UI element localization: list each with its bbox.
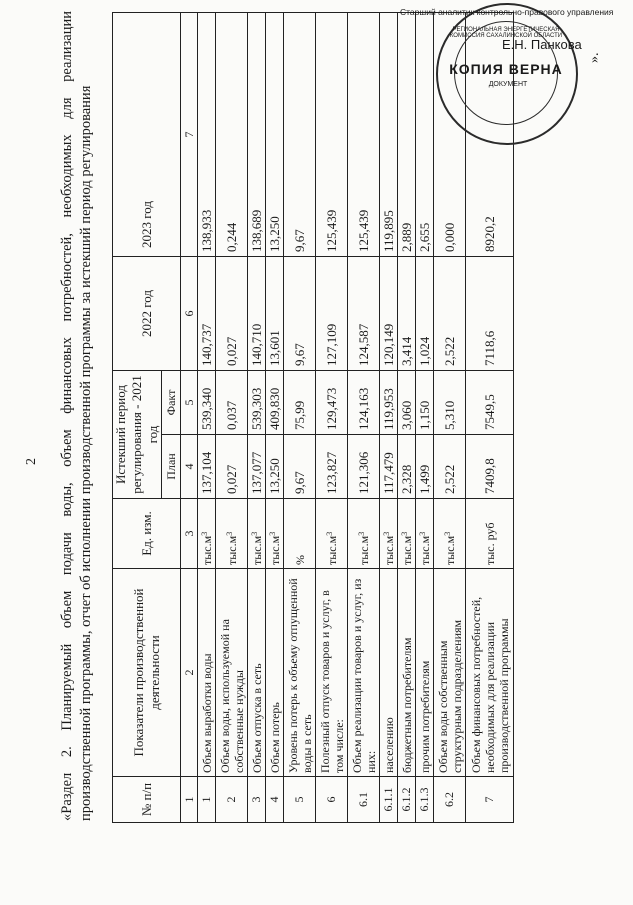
- row-indicator: Объем финансовых потребностей, необходимых для реализации производственной программы: [466, 569, 514, 777]
- table-row: [380, 13, 398, 823]
- row-unit: [248, 499, 266, 569]
- row-unit: [416, 499, 434, 569]
- closing-mark: ».: [587, 52, 602, 63]
- row-unit: [198, 499, 216, 569]
- row-indicator: прочим потребителям: [416, 569, 434, 777]
- section-intro: [58, 11, 96, 821]
- unit-superscript: 3: [381, 531, 391, 536]
- row-number: 4: [266, 777, 284, 823]
- cell-fact: 5,310: [434, 371, 466, 435]
- cell-2022: 140,737: [198, 257, 216, 371]
- header-fact: Факт: [162, 371, 181, 435]
- cell-2022: 124,587: [348, 257, 380, 371]
- unit-text: %: [292, 555, 307, 565]
- row-indicator: Полезный отпуск товаров и услуг, в том числе:: [316, 569, 348, 777]
- row-unit: [316, 499, 348, 569]
- stamp-title: КОПИЯ ВЕРНА: [449, 61, 563, 77]
- unit-superscript: 3: [199, 531, 209, 536]
- cell-plan: 2,328: [398, 435, 416, 499]
- column-number-cell: 1: [181, 777, 198, 823]
- cell-2022: 13,601: [266, 257, 284, 371]
- cell-2023: 13,250: [266, 13, 284, 257]
- cell-2023: 2,655: [416, 13, 434, 257]
- row-number: 6.1: [348, 777, 380, 823]
- row-unit: [266, 499, 284, 569]
- signer-position: Старший аналитик контрольно-правового управления: [400, 7, 614, 17]
- cell-2022: 120,149: [380, 257, 398, 371]
- column-number-cell: 7: [181, 13, 198, 257]
- intro-line-2: производственной программы, отчет об исполнении производственной программы за истекший период регулирования: [78, 85, 94, 821]
- header-unit: Ед. изм.: [113, 499, 181, 569]
- stamp-ring-text: РЕГИОНАЛЬНАЯ ЭНЕРГЕТИЧЕСКАЯ КОМИССИЯ САХАЛИНСКОЙ ОБЛАСТИ: [449, 27, 563, 39]
- header-plan: План: [162, 435, 181, 499]
- cell-2023: 8920,2: [466, 13, 514, 257]
- cell-2023: 0,000: [434, 13, 466, 257]
- cell-2022: 0,027: [216, 257, 248, 371]
- cell-fact: 7549,5: [466, 371, 514, 435]
- row-indicator: Объем отпуска в сеть: [248, 569, 266, 777]
- header-period: Истекший период регулирования - 2021 год: [113, 371, 162, 499]
- row-number: 6.1.2: [398, 777, 416, 823]
- cell-plan: 7409,8: [466, 435, 514, 499]
- unit-text: тыс.м: [356, 535, 371, 565]
- row-number: 5: [284, 777, 316, 823]
- table-row: [216, 13, 248, 823]
- unit-text: тыс.м: [442, 535, 457, 565]
- header-2022: 2022 год: [113, 257, 181, 371]
- unit-text: тыс.м: [199, 535, 214, 565]
- table-row: [434, 13, 466, 823]
- row-number: 3: [248, 777, 266, 823]
- column-number-cell: 2: [181, 569, 198, 777]
- column-number-cell: 5: [181, 371, 198, 435]
- row-number: 6: [316, 777, 348, 823]
- cell-fact: 1,150: [416, 371, 434, 435]
- column-number-cell: 3: [181, 499, 198, 569]
- table-row: [266, 13, 284, 823]
- unit-superscript: 3: [324, 531, 334, 536]
- table-row: [316, 13, 348, 823]
- table-row: [248, 13, 266, 823]
- table-row: [348, 13, 380, 823]
- table-row: [416, 13, 434, 823]
- unit-text: тыс.м: [381, 535, 396, 565]
- cell-plan: 137,104: [198, 435, 216, 499]
- cell-2023: 125,439: [348, 13, 380, 257]
- row-indicator: Объем реализации товаров и услуг, из них:: [348, 569, 380, 777]
- cell-fact: 3,060: [398, 371, 416, 435]
- row-unit: [434, 499, 466, 569]
- cell-2022: 2,522: [434, 257, 466, 371]
- unit-superscript: 3: [399, 531, 409, 536]
- row-number: 1: [198, 777, 216, 823]
- row-number: 6.1.3: [416, 777, 434, 823]
- table-row: [398, 13, 416, 823]
- row-indicator: бюджетным потребителям: [398, 569, 416, 777]
- column-number-cell: 6: [181, 257, 198, 371]
- cell-2022: 127,109: [316, 257, 348, 371]
- header-indicator: Показатели производственной деятельности: [113, 569, 181, 777]
- cell-plan: 121,306: [348, 435, 380, 499]
- header-2023: 2023 год: [113, 13, 181, 257]
- cell-fact: 129,473: [316, 371, 348, 435]
- unit-superscript: 3: [224, 531, 234, 536]
- production-program-table: [112, 12, 514, 823]
- page-number: 2: [24, 458, 39, 465]
- cell-fact: 119,953: [380, 371, 398, 435]
- unit-text: тыс.м: [399, 535, 414, 565]
- cell-2022: 3,414: [398, 257, 416, 371]
- row-indicator: Объем выработки воды: [198, 569, 216, 777]
- cell-fact: 124,163: [348, 371, 380, 435]
- unit-text: тыс. руб: [482, 522, 497, 565]
- cell-fact: 75,99: [284, 371, 316, 435]
- cell-2022: 1,024: [416, 257, 434, 371]
- row-unit: [284, 499, 316, 569]
- cell-plan: 137,077: [248, 435, 266, 499]
- cell-plan: 123,827: [316, 435, 348, 499]
- row-indicator: населению: [380, 569, 398, 777]
- stamp-subtitle: ДОКУМЕНТ: [488, 81, 528, 88]
- cell-fact: 539,303: [248, 371, 266, 435]
- row-unit: [398, 499, 416, 569]
- row-number: 6.1.1: [380, 777, 398, 823]
- unit-text: тыс.м: [324, 535, 339, 565]
- cell-2022: 7118,6: [466, 257, 514, 371]
- cell-2022: 9,67: [284, 257, 316, 371]
- unit-text: тыс.м: [249, 535, 264, 565]
- header-num: № п/п: [113, 777, 181, 823]
- unit-superscript: 3: [442, 531, 452, 536]
- table-row: [198, 13, 216, 823]
- row-unit: [216, 499, 248, 569]
- row-indicator: Уровень потерь к объему отпущенной воды в сеть: [284, 569, 316, 777]
- copy-certified-stamp: [436, 3, 578, 145]
- cell-plan: 2,522: [434, 435, 466, 499]
- row-indicator: Объем воды собственным структурным подразделениям: [434, 569, 466, 777]
- unit-superscript: 3: [249, 531, 259, 536]
- cell-fact: 409,830: [266, 371, 284, 435]
- row-indicator: Объем потерь: [266, 569, 284, 777]
- cell-2022: 140,710: [248, 257, 266, 371]
- cell-2023: 125,439: [316, 13, 348, 257]
- unit-superscript: 3: [356, 531, 366, 536]
- row-unit: [466, 499, 514, 569]
- cell-2023: 2,889: [398, 13, 416, 257]
- cell-2023: 0,244: [216, 13, 248, 257]
- unit-text: тыс.м: [417, 535, 432, 565]
- row-number: 6.2: [434, 777, 466, 823]
- row-number: 7: [466, 777, 514, 823]
- table-row: [284, 13, 316, 823]
- unit-text: тыс.м: [267, 535, 282, 565]
- row-number: 2: [216, 777, 248, 823]
- intro-line-1: «Раздел 2. Планируемый объем подачи воды, объем финансовых потребностей, необходимых для реализации: [59, 11, 75, 821]
- cell-fact: 0,037: [216, 371, 248, 435]
- row-indicator: Объем воды, используемой на собственные нужды: [216, 569, 248, 777]
- unit-superscript: 3: [417, 531, 427, 536]
- unit-text: тыс.м: [224, 535, 239, 565]
- cell-2023: 138,689: [248, 13, 266, 257]
- cell-plan: 1,499: [416, 435, 434, 499]
- cell-2023: 138,933: [198, 13, 216, 257]
- cell-plan: 0,027: [216, 435, 248, 499]
- cell-fact: 539,340: [198, 371, 216, 435]
- cell-plan: 13,250: [266, 435, 284, 499]
- unit-superscript: 3: [267, 531, 277, 536]
- cell-2023: 9,67: [284, 13, 316, 257]
- cell-plan: 9,67: [284, 435, 316, 499]
- column-number-cell: 4: [181, 435, 198, 499]
- signer-name: Е.Н. Панкова: [502, 37, 582, 52]
- row-unit: [380, 499, 398, 569]
- cell-2023: 119,895: [380, 13, 398, 257]
- cell-plan: 117,479: [380, 435, 398, 499]
- row-unit: [348, 499, 380, 569]
